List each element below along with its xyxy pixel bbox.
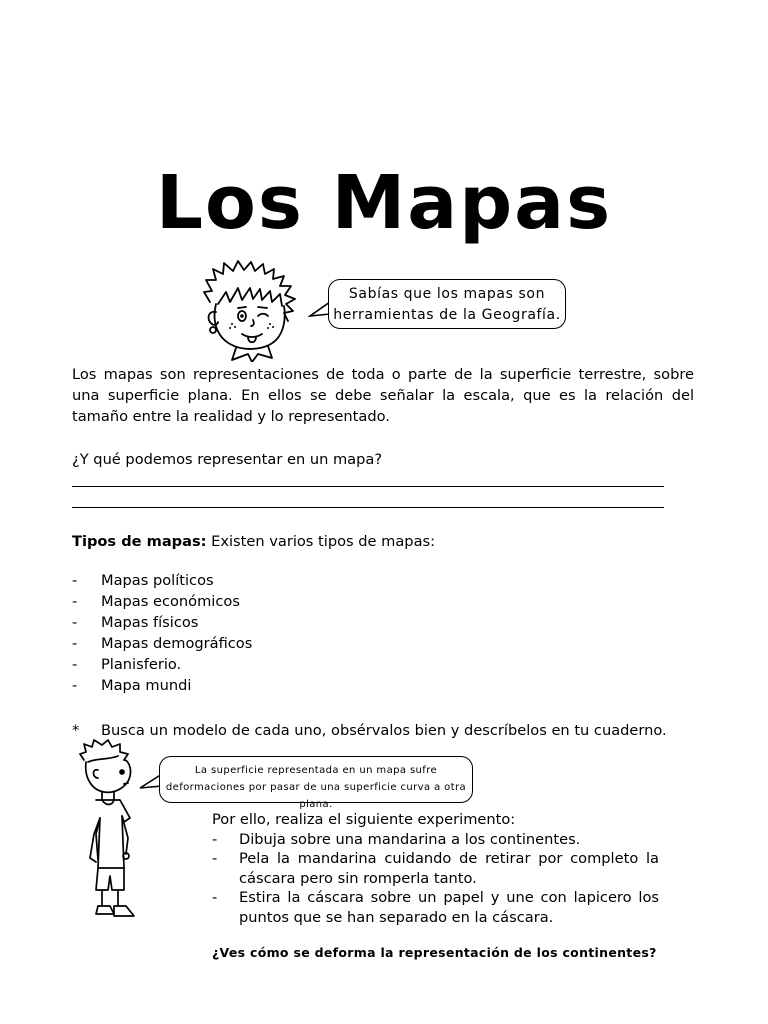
- boy-illustration: [74, 738, 148, 924]
- types-intro: Existen varios tipos de mapas:: [206, 533, 436, 550]
- step-text: Dibuja sobre una mandarina a los continentes.: [239, 830, 581, 848]
- list-dash: -: [72, 614, 78, 631]
- girl-illustration: [196, 258, 308, 362]
- list-dash: -: [212, 830, 218, 848]
- list-item: [212, 888, 659, 927]
- list-item: [72, 633, 252, 654]
- list-item-label: Mapa mundi: [101, 677, 192, 694]
- page-title: Los Mapas: [155, 160, 613, 246]
- asterisk-marker: *: [72, 722, 80, 739]
- task-instruction: [72, 720, 667, 741]
- list-item: [212, 849, 659, 888]
- types-of-maps-line: [72, 531, 435, 552]
- experiment-intro: Por ello, realiza el siguiente experimento:: [212, 811, 516, 828]
- list-item: [72, 612, 252, 633]
- task-text: Busca un modelo de cada uno, obsérvalos bien y descríbelos en tu cuaderno.: [101, 722, 667, 739]
- list-item: [72, 654, 252, 675]
- list-item-label: Mapas físicos: [101, 614, 199, 631]
- answer-line-2[interactable]: [72, 507, 664, 508]
- experiment-steps-list: [212, 830, 659, 928]
- answer-line-1[interactable]: [72, 486, 664, 487]
- question-text: ¿Y qué podemos representar en un mapa?: [72, 451, 383, 468]
- types-heading: Tipos de mapas:: [72, 533, 207, 550]
- list-item: [72, 591, 252, 612]
- list-dash: -: [72, 656, 78, 673]
- closing-question: ¿Ves cómo se deforma la representación de los continentes?: [212, 945, 657, 960]
- list-item-label: Planisferio.: [101, 656, 182, 673]
- list-dash: -: [72, 635, 78, 652]
- intro-paragraph: Los mapas son representaciones de toda o parte de la superficie terrestre, sobre una superficie plana. En ellos se debe señalar la escala, que es la relación del tamaño entre la realidad y lo representado.: [72, 366, 694, 425]
- speech-bubble-deformation: La superficie representada en un mapa sufre deformaciones por pasar de una superficie curva a otra plana.: [159, 756, 473, 803]
- list-item: [72, 675, 252, 696]
- map-types-list: [72, 570, 252, 696]
- list-item-label: Mapas demográficos: [101, 635, 253, 652]
- list-item: [72, 570, 252, 591]
- list-dash: -: [72, 572, 78, 589]
- list-dash: -: [212, 850, 218, 867]
- experiment-section: [212, 810, 659, 927]
- step-text: Estira la cáscara sobre un papel y une con lapicero los puntos que se han separado en la cáscara.: [239, 889, 659, 926]
- list-dash: -: [72, 677, 78, 694]
- list-item: [212, 830, 659, 850]
- step-text: Pela la mandarina cuidando de retirar por completo la cáscara pero sin romperla tanto.: [239, 850, 659, 887]
- list-item-label: Mapas económicos: [101, 593, 240, 610]
- speech-bubble-geography: Sabías que los mapas son herramientas de la Geografía.: [328, 279, 566, 329]
- list-dash: -: [212, 889, 218, 906]
- list-item-label: Mapas políticos: [101, 572, 214, 589]
- list-dash: -: [72, 593, 78, 610]
